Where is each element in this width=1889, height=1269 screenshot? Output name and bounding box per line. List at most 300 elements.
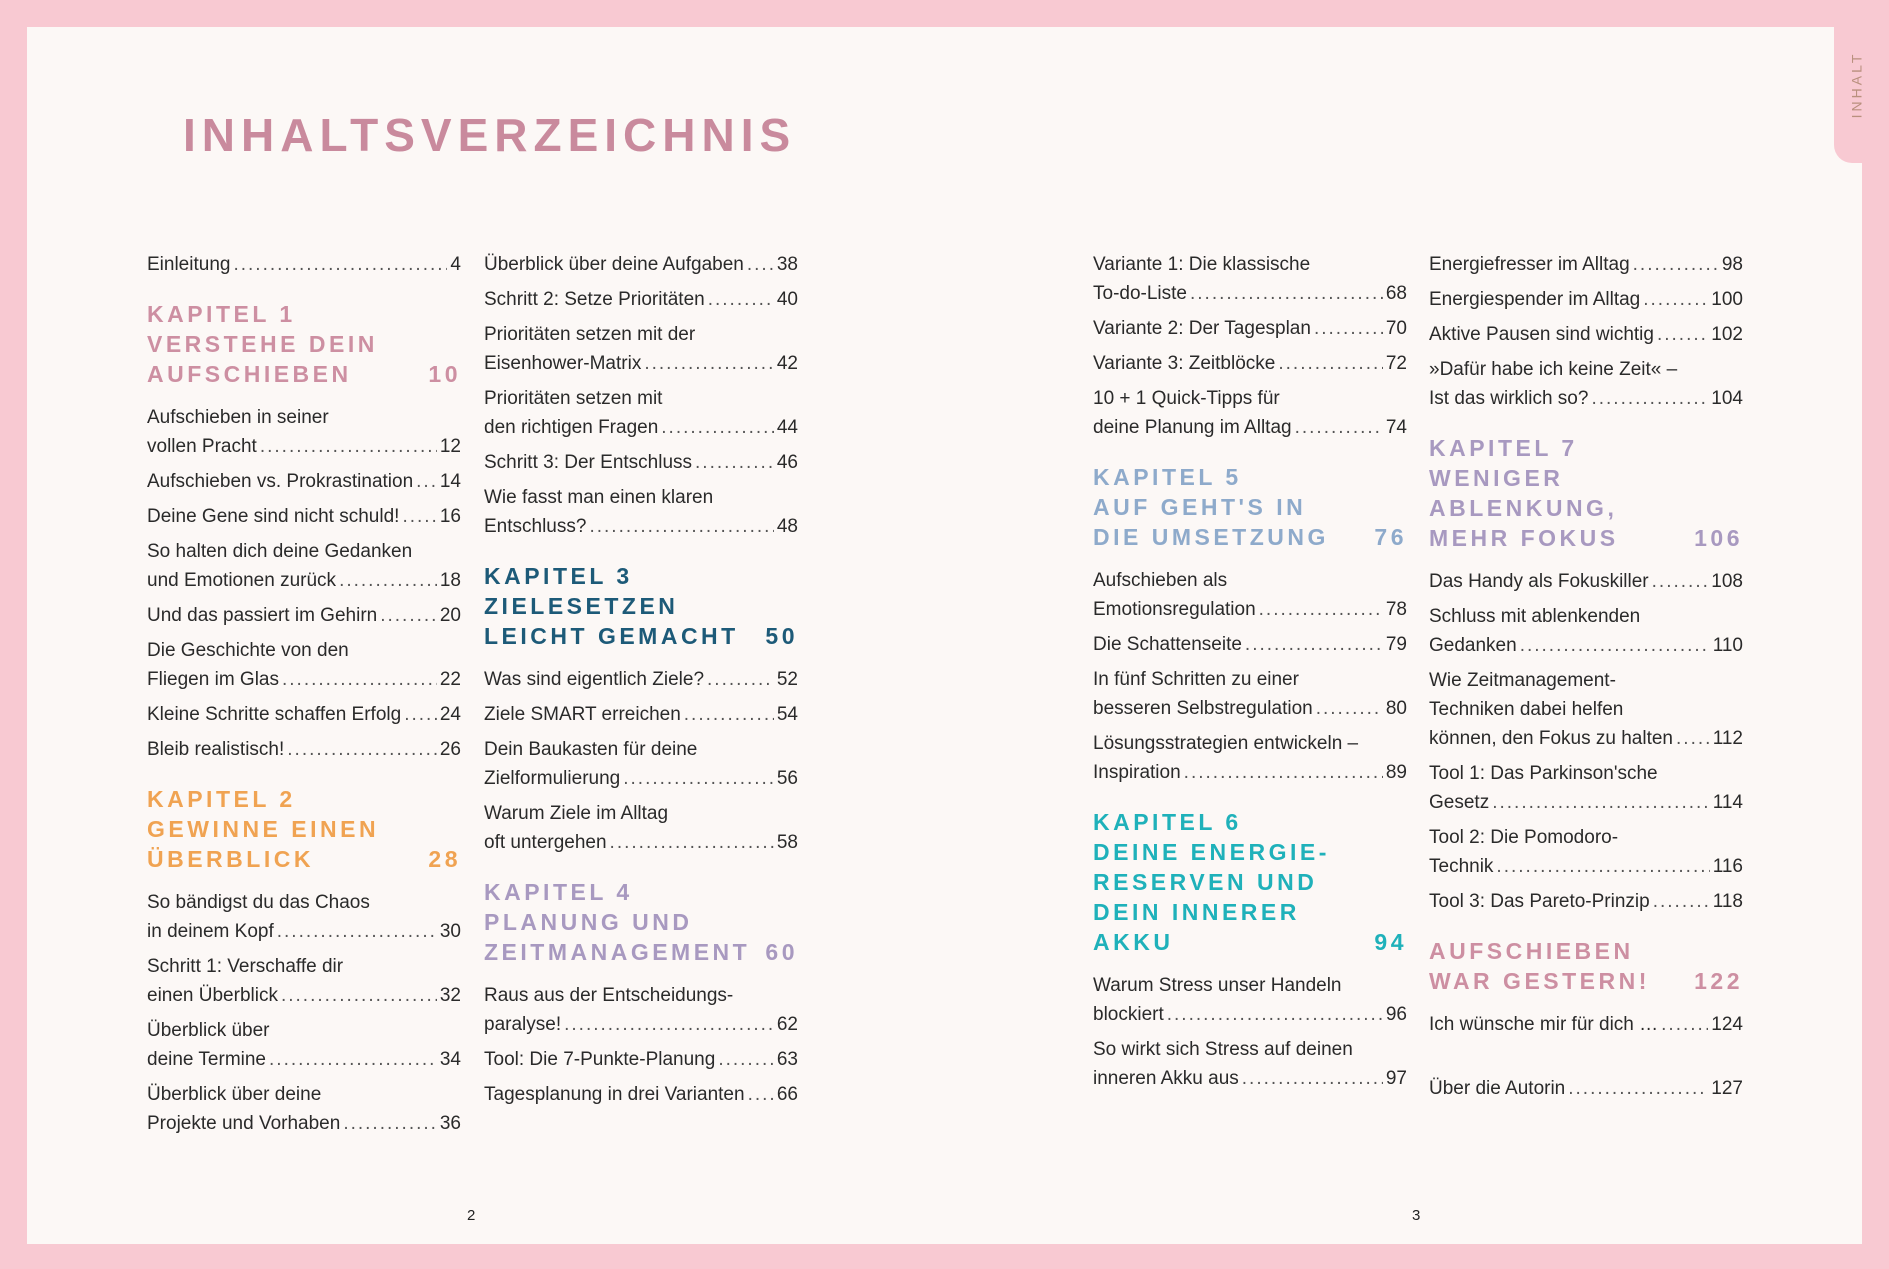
entry-title: So wirkt sich Stress auf deinen [1093, 1039, 1353, 1060]
entry-line [1093, 729, 1407, 758]
entry-title: Die Geschichte von den [147, 640, 349, 661]
page-reference: 10 [428, 361, 461, 387]
chapter-title: KAPITEL 6 [1093, 809, 1242, 835]
entry-title: Was sind eigentlich Ziele? [484, 669, 705, 690]
entry-title: blockiert [1093, 1004, 1164, 1025]
dot-leader [1167, 1000, 1383, 1029]
page-reference: 52 [776, 669, 798, 690]
entry-title: So bändigst du das Chaos [147, 892, 370, 913]
dot-leader [404, 700, 437, 729]
entry-title: Variante 1: Die klassische [1093, 254, 1311, 275]
page-reference: 89 [1385, 762, 1407, 783]
entry-title: deine Planung im Alltag [1093, 417, 1292, 438]
entry-line [1429, 567, 1743, 596]
entry-line [484, 621, 798, 651]
toc-entry [1429, 567, 1743, 596]
entry-line [147, 888, 461, 917]
page-reference: 18 [439, 570, 461, 591]
entry-line [147, 566, 461, 595]
page-reference: 79 [1385, 634, 1407, 655]
entry-title: Aufschieben als [1093, 570, 1228, 591]
toc-entry [484, 735, 798, 793]
entry-line [1429, 463, 1743, 493]
entry-line [484, 1045, 798, 1074]
entry-line [147, 329, 461, 359]
entry-title: Dein Baukasten für deine [484, 739, 698, 760]
page-reference: 74 [1385, 417, 1407, 438]
entry-line [1429, 666, 1743, 695]
entry-line [147, 299, 461, 329]
dot-leader [1657, 320, 1708, 349]
page-reference: 94 [1374, 929, 1407, 955]
entry-title: Schritt 2: Setze Prioritäten [484, 289, 705, 310]
entry-title: oft untergehen [484, 832, 607, 853]
entry-line [1093, 897, 1407, 927]
entry-line [1093, 413, 1407, 442]
toc-entry [1093, 971, 1407, 1029]
toc-entry [147, 537, 461, 595]
entry-line [484, 413, 798, 442]
entry-title: Energiespender im Alltag [1429, 289, 1641, 310]
entry-line [147, 467, 461, 496]
dot-leader [339, 566, 437, 595]
entry-line [1429, 631, 1743, 660]
toc-entry [147, 952, 461, 1010]
page-reference: 124 [1711, 1014, 1743, 1035]
toc-entry [147, 250, 461, 279]
toc-entry [147, 467, 461, 496]
page-reference: 24 [439, 704, 461, 725]
dot-leader [661, 413, 774, 442]
entry-line [147, 403, 461, 432]
dot-leader [1496, 852, 1709, 881]
page-reference: 60 [765, 939, 798, 965]
entry-line [1429, 759, 1743, 788]
dot-leader [287, 735, 437, 764]
entry-line [484, 700, 798, 729]
page-reference: 102 [1711, 324, 1743, 345]
entry-line [1093, 566, 1407, 595]
entry-line [147, 1045, 461, 1074]
page-reference: 12 [439, 436, 461, 457]
entry-title: Aufschieben vs. Prokrastination [147, 471, 414, 492]
entry-line [147, 917, 461, 946]
toc-entry [484, 250, 798, 279]
chapter-heading [484, 877, 798, 967]
entry-title: Deine Gene sind nicht schuld! [147, 506, 400, 527]
page-reference: 96 [1385, 1004, 1407, 1025]
chapter-title: AUFSCHIEBEN [1429, 938, 1634, 964]
entry-title: Bleib realistisch! [147, 739, 285, 760]
toc-entry [1429, 285, 1743, 314]
dot-leader [277, 917, 437, 946]
toc-entry [484, 320, 798, 378]
page-reference: 46 [776, 452, 798, 473]
toc-entry [484, 981, 798, 1039]
dot-leader [610, 828, 774, 857]
entry-line [484, 1010, 798, 1039]
dot-leader [1242, 1064, 1383, 1093]
entry-line [484, 828, 798, 857]
entry-line [484, 320, 798, 349]
toc-column-1 [147, 250, 461, 1144]
entry-line [484, 512, 798, 541]
toc-entry [1093, 1035, 1407, 1093]
chapter-title: AKKU [1093, 929, 1174, 955]
dot-leader [1314, 314, 1383, 343]
toc-entry [1429, 759, 1743, 817]
entry-title: deine Termine [147, 1049, 267, 1070]
entry-line [484, 448, 798, 477]
entry-line [484, 981, 798, 1010]
dot-leader [1316, 694, 1383, 723]
toc-entry [147, 735, 461, 764]
dot-leader [269, 1045, 437, 1074]
entry-line [1093, 384, 1407, 413]
entry-line [1093, 665, 1407, 694]
entry-title: Prioritäten setzen mit [484, 388, 663, 409]
page-reference: 34 [439, 1049, 461, 1070]
entry-title: Tool 1: Das Parkinson'sche [1429, 763, 1658, 784]
entry-line [1429, 523, 1743, 553]
page-reference: 62 [776, 1014, 798, 1035]
toc-entry [147, 888, 461, 946]
page-reference: 54 [776, 704, 798, 725]
toc-entry [1093, 665, 1407, 723]
page-reference: 16 [439, 506, 461, 527]
entry-line [147, 359, 461, 389]
entry-line [147, 601, 461, 630]
page-reference: 98 [1721, 254, 1743, 275]
entry-title: Lösungsstrategien entwickeln – [1093, 733, 1359, 754]
entry-title: Variante 2: Der Tagesplan [1093, 318, 1311, 339]
chapter-title: GEWINNE EINEN [147, 816, 380, 842]
chapter-title: KAPITEL 7 [1429, 435, 1578, 461]
entry-title: Variante 3: Zeitblöcke [1093, 353, 1276, 374]
toc-entry [147, 601, 461, 630]
toc-entry [147, 1080, 461, 1138]
dot-leader [1633, 250, 1719, 279]
entry-title: »Dafür habe ich keine Zeit« – [1429, 359, 1678, 380]
entry-line [1093, 1064, 1407, 1093]
dot-leader [1492, 788, 1710, 817]
entry-title: To-do-Liste [1093, 283, 1187, 304]
entry-line [1093, 250, 1407, 279]
entry-title: Schluss mit ablenkenden [1429, 606, 1641, 627]
chapter-title: DIE UMSETZUNG [1093, 524, 1329, 550]
entry-title: Schritt 3: Der Entschluss [484, 452, 693, 473]
toc-entry [1429, 887, 1743, 916]
chapter-title: KAPITEL 1 [147, 301, 296, 327]
entry-line [1093, 595, 1407, 624]
entry-title: Emotionsregulation [1093, 599, 1256, 620]
entry-line [1093, 279, 1407, 308]
entry-line [147, 735, 461, 764]
entry-line [147, 432, 461, 461]
entry-title: Warum Ziele im Alltag [484, 803, 669, 824]
dot-leader [233, 250, 447, 279]
chapter-title: KAPITEL 4 [484, 879, 633, 905]
chapter-title: VERSTEHE DEIN [147, 331, 378, 357]
entry-line [1429, 433, 1743, 463]
entry-title: besseren Selbstregulation [1093, 698, 1313, 719]
toc-entry [147, 502, 461, 531]
entry-line [147, 537, 461, 566]
entry-title: Energiefresser im Alltag [1429, 254, 1630, 275]
entry-line [1093, 462, 1407, 492]
chapter-title: ZIELESETZEN [484, 593, 679, 619]
entry-title: Entschluss? [484, 516, 587, 537]
entry-title: Fliegen im Glas [147, 669, 279, 690]
toc-entry [484, 700, 798, 729]
dot-leader [1676, 724, 1710, 753]
page-reference: 112 [1712, 728, 1743, 749]
dot-leader [589, 512, 773, 541]
chapter-heading [1429, 936, 1743, 996]
entry-line [484, 907, 798, 937]
page-reference: 76 [1374, 524, 1407, 550]
page-title: INHALTSVERZEICHNIS [183, 109, 797, 161]
entry-title: Aufschieben in seiner [147, 407, 329, 428]
entry-line [1093, 630, 1407, 659]
entry-line [484, 561, 798, 591]
chapter-title: ÜBERBLICK [147, 846, 314, 872]
dot-leader [1652, 567, 1709, 596]
toc-entry [147, 636, 461, 694]
page-reference: 70 [1385, 318, 1407, 339]
entry-title: Schritt 1: Verschaffe dir [147, 956, 344, 977]
dot-leader [1520, 631, 1710, 660]
toc-entry [1429, 250, 1743, 279]
entry-line [1429, 320, 1743, 349]
dot-leader [1661, 1010, 1708, 1039]
toc-entry [1093, 314, 1407, 343]
entry-title: Ziele SMART erreichen [484, 704, 681, 725]
dot-leader [623, 764, 774, 793]
entry-title: So halten dich deine Gedanken [147, 541, 413, 562]
toc-entry [484, 384, 798, 442]
entry-title: Zielformulierung [484, 768, 621, 789]
chapter-title: RESERVEN UND [1093, 869, 1318, 895]
dot-leader [564, 1010, 774, 1039]
toc-entry [1093, 349, 1407, 378]
entry-title: Überblick über deine Aufgaben [484, 254, 744, 275]
entry-line [1429, 788, 1743, 817]
entry-line [484, 735, 798, 764]
dot-leader [644, 349, 774, 378]
entry-title: Tool 2: Die Pomodoro- [1429, 827, 1619, 848]
entry-line [1093, 758, 1407, 787]
page-reference: 110 [1712, 635, 1743, 656]
toc-entry [484, 665, 798, 694]
entry-line [484, 799, 798, 828]
entry-line [1093, 971, 1407, 1000]
page-reference: 58 [776, 832, 798, 853]
entry-line [147, 844, 461, 874]
entry-title: Technik [1429, 856, 1494, 877]
dot-leader [1653, 887, 1710, 916]
page-reference: 38 [776, 254, 798, 275]
entry-line [1429, 695, 1743, 724]
dot-leader [1295, 413, 1383, 442]
chapter-title: KAPITEL 2 [147, 786, 296, 812]
page-reference: 30 [439, 921, 461, 942]
dot-leader [748, 1080, 774, 1109]
entry-title: Überblick über deine [147, 1084, 322, 1105]
entry-line [147, 1016, 461, 1045]
entry-title: Überblick über [147, 1020, 270, 1041]
chapter-title: AUFSCHIEBEN [147, 361, 352, 387]
entry-line [1429, 355, 1743, 384]
chapter-heading [1093, 462, 1407, 552]
entry-line [484, 349, 798, 378]
toc-entry [484, 285, 798, 314]
toc-entry [1429, 1074, 1743, 1103]
entry-line [1093, 492, 1407, 522]
entry-title: Raus aus der Entscheidungs- [484, 985, 734, 1006]
entry-title: Inspiration [1093, 762, 1181, 783]
entry-line [1429, 966, 1743, 996]
dot-leader [282, 665, 437, 694]
entry-line [484, 937, 798, 967]
page-reference: 106 [1694, 525, 1743, 551]
entry-line [1429, 250, 1743, 279]
entry-line [1093, 807, 1407, 837]
entry-line [1429, 852, 1743, 881]
entry-title: Und das passiert im Gehirn [147, 605, 378, 626]
chapter-heading [1093, 807, 1407, 957]
entry-line [1093, 314, 1407, 343]
toc-column-3 [1093, 250, 1407, 1099]
chapter-title: AUF GEHT'S IN [1093, 494, 1307, 520]
entry-line [484, 591, 798, 621]
toc-entry [147, 403, 461, 461]
page-reference: 118 [1712, 891, 1743, 912]
entry-line [1429, 823, 1743, 852]
entry-line [484, 250, 798, 279]
entry-line [1429, 1074, 1743, 1103]
entry-line [484, 384, 798, 413]
page-reference: 66 [776, 1084, 798, 1105]
entry-title: Warum Stress unser Handeln [1093, 975, 1342, 996]
entry-line [484, 764, 798, 793]
toc-entry [484, 483, 798, 541]
page-reference: 36 [439, 1113, 461, 1134]
page-reference: 48 [776, 516, 798, 537]
dot-leader [343, 1109, 437, 1138]
dot-leader [416, 467, 437, 496]
toc-entry [1093, 384, 1407, 442]
entry-title: Wie fasst man einen klaren [484, 487, 714, 508]
entry-title: Gedanken [1429, 635, 1517, 656]
toc-entry [1429, 355, 1743, 413]
entry-line [1429, 384, 1743, 413]
chapter-title: WAR GESTERN! [1429, 968, 1650, 994]
entry-title: Die Schattenseite [1093, 634, 1242, 655]
entry-line [147, 814, 461, 844]
entry-title: Ist das wirklich so? [1429, 388, 1589, 409]
page-reference: 104 [1711, 388, 1743, 409]
entry-line [147, 700, 461, 729]
entry-line [147, 1080, 461, 1109]
entry-line [147, 981, 461, 1010]
entry-title: können, den Fokus zu halten [1429, 728, 1674, 749]
dot-leader [1184, 758, 1383, 787]
toc-entry [1429, 602, 1743, 660]
entry-title: 10 + 1 Quick-Tipps für [1093, 388, 1280, 409]
entry-line [1429, 887, 1743, 916]
chapter-title: WENIGER [1429, 465, 1564, 491]
page-reference: 127 [1711, 1078, 1743, 1099]
section-tab-label [1846, 45, 1866, 125]
entry-line [1093, 1035, 1407, 1064]
page-reference: 40 [776, 289, 798, 310]
entry-line [1093, 349, 1407, 378]
chapter-title: KAPITEL 5 [1093, 464, 1242, 490]
chapter-title: LEICHT GEMACHT [484, 623, 739, 649]
entry-title: Wie Zeitmanagement- [1429, 670, 1616, 691]
entry-line [484, 877, 798, 907]
entry-title: Das Handy als Fokuskiller [1429, 571, 1649, 592]
entry-line [484, 285, 798, 314]
entry-title: einen Überblick [147, 985, 278, 1006]
entry-title: Eisenhower-Matrix [484, 353, 642, 374]
page-number-left: 2 [467, 1207, 476, 1224]
section-tab-text: INHALT [1848, 51, 1864, 119]
entry-line [1429, 285, 1743, 314]
dot-leader [1591, 384, 1708, 413]
chapter-heading [147, 784, 461, 874]
entry-title: Tagesplanung in drei Varianten [484, 1084, 745, 1105]
chapter-heading [147, 299, 461, 389]
page-reference: 68 [1385, 283, 1407, 304]
dot-leader [1245, 630, 1383, 659]
dot-leader [1259, 595, 1383, 624]
page-reference: 44 [776, 417, 798, 438]
dot-leader [718, 1045, 774, 1074]
page-reference: 50 [765, 623, 798, 649]
entry-title: Einleitung [147, 254, 231, 275]
page-reference: 22 [439, 669, 461, 690]
toc-entry [484, 1080, 798, 1109]
page-reference: 42 [776, 353, 798, 374]
toc-entry [1429, 666, 1743, 753]
page-reference: 14 [439, 471, 461, 492]
entry-title: den richtigen Fragen [484, 417, 659, 438]
entry-title: Ich wünsche mir für dich … [1429, 1014, 1659, 1035]
entry-line [1429, 724, 1743, 753]
entry-title: Techniken dabei helfen [1429, 699, 1624, 720]
chapter-title: DEINE ENERGIE- [1093, 839, 1330, 865]
page-reference: 78 [1385, 599, 1407, 620]
entry-title: und Emotionen zurück [147, 570, 337, 591]
toc-entry [1429, 1010, 1743, 1039]
entry-line [147, 1109, 461, 1138]
chapter-title: ABLENKUNG, [1429, 495, 1618, 521]
chapter-title: MEHR FOKUS [1429, 525, 1619, 551]
entry-title: In fünf Schritten zu einer [1093, 669, 1299, 690]
dot-leader [402, 502, 436, 531]
dot-leader [281, 981, 437, 1010]
dot-leader [707, 665, 774, 694]
entry-title: Aktive Pausen sind wichtig [1429, 324, 1654, 345]
toc-entry [1429, 320, 1743, 349]
toc-entry [1093, 630, 1407, 659]
entry-line [484, 665, 798, 694]
chapter-heading [484, 561, 798, 651]
entry-title: Gesetz [1429, 792, 1490, 813]
toc-entry [484, 799, 798, 857]
